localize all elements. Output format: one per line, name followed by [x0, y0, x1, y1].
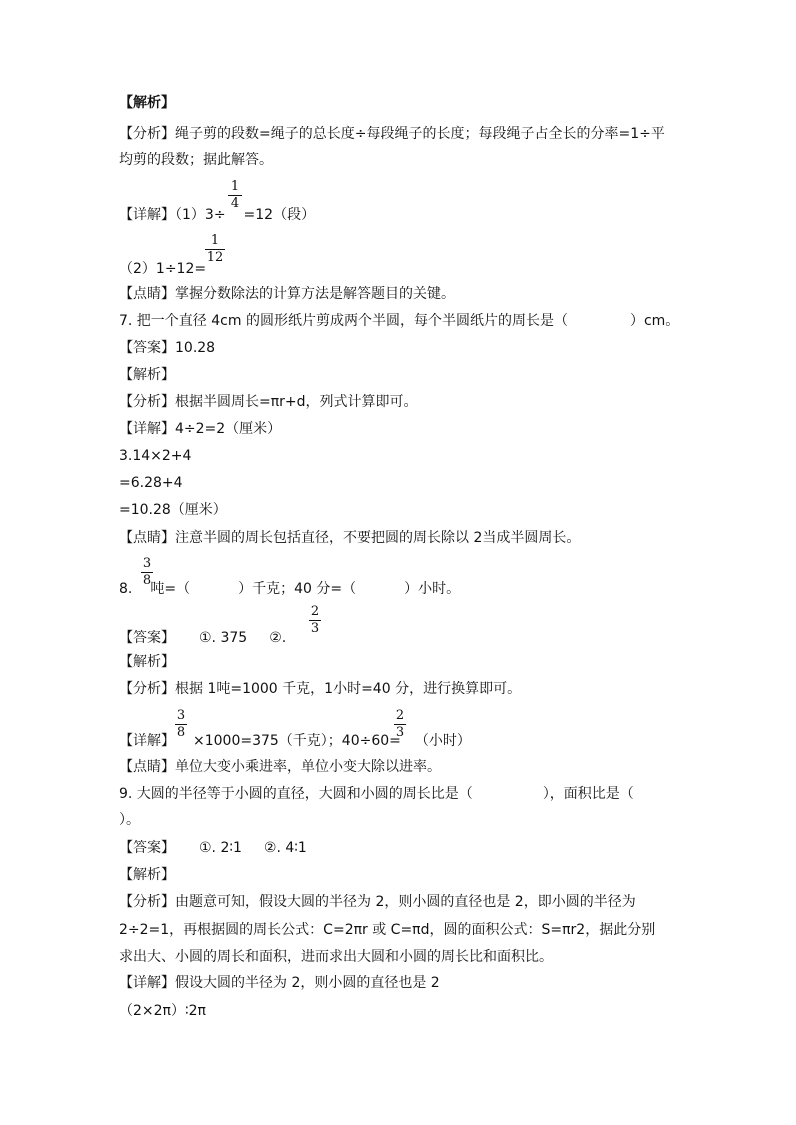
detail-7-line-4: =10.28（厘米） — [119, 502, 227, 518]
analysis-9-cont-1: 2÷2=1，再根据圆的周长公式：C=2πr 或 C=πd，圆的面积公式：S=πr2，据此分别 — [119, 922, 656, 938]
detail-line-2: （2）1÷12= — [119, 261, 207, 277]
fraction-1-12: 1 12 — [206, 233, 224, 265]
fraction-2-3-detail: 2 3 — [395, 708, 405, 740]
analysis-8: 【分析】根据 1吨=1000 千克，1小时=40 分，进行换算即可。 — [119, 681, 522, 697]
detail-8: 【详解】 ×1000=375（千克）；40÷60= （小时） — [119, 733, 471, 749]
detail-7-line-3: =6.28+4 — [119, 475, 183, 491]
analysis-7: 【分析】根据半圆周长=πr+d，列式计算即可。 — [119, 394, 418, 410]
analysis-heading-9: 【解析】 — [119, 867, 175, 883]
detail-7-line-2: 3.14×2+4 — [119, 448, 192, 464]
fraction-3-8-detail: 3 8 — [176, 708, 186, 740]
analysis-heading-8: 【解析】 — [119, 654, 175, 670]
fraction-3-8-q: 3 8 — [142, 556, 152, 588]
question-8: 8. 吨=（ ）千克；40 分=（ ）小时。 — [119, 581, 461, 597]
question-7: 7. 把一个直径 4cm 的圆形纸片剪成两个半圆，每个半圆纸片的周长是（ ）cm。 — [119, 313, 680, 329]
analysis-text: 【分析】绳子剪的段数=绳子的总长度÷每段绳子的长度；每段绳子占全长的分率=1÷平 — [119, 126, 665, 142]
answer-8: 【答案】 ①. 375 ②. — [119, 630, 287, 646]
key-point-8: 【点睛】单位大变小乘进率，单位小变大除以进率。 — [119, 759, 441, 775]
question-9: 9. 大圆的半径等于小圆的直径，大圆和小圆的周长比是（ ），面积比是（ — [119, 786, 634, 802]
analysis-text-cont: 均剪的段数；据此解答。 — [119, 152, 273, 168]
detail-7-line-1: 【详解】4÷2=2（厘米） — [119, 421, 282, 437]
detail-line-1: 【详解】（1）3÷ =12（段） — [119, 207, 316, 223]
key-point-1: 【点睛】掌握分数除法的计算方法是解答题目的关键。 — [119, 286, 455, 302]
analysis-9-cont-2: 求出大、小圆的周长和面积，进而求出大圆和小圆的周长比和面积比。 — [119, 949, 553, 965]
answer-7: 【答案】10.28 — [119, 340, 216, 356]
analysis-heading: 【解析】 — [119, 95, 175, 111]
detail-9-line-2: （2×2π）∶2π — [119, 1003, 206, 1019]
question-9-cont: ）。 — [119, 812, 140, 828]
fraction-1-4: 1 4 — [228, 180, 242, 211]
answer-9: 【答案】 ①. 2∶1 ②. 4∶1 — [119, 840, 307, 856]
detail-9-line-1: 【详解】假设大圆的半径为 2，则小圆的直径也是 2 — [119, 975, 440, 991]
analysis-9: 【分析】由题意可知，假设大圆的半径为 2，则小圆的直径也是 2，即小圆的半径为 — [119, 894, 636, 910]
key-point-7: 【点睛】注意半圆的周长包括直径，不要把圆的周长除以 2当成半圆周长。 — [119, 530, 581, 546]
fraction-2-3-answer: 2 3 — [310, 604, 320, 636]
analysis-heading-7: 【解析】 — [119, 367, 175, 383]
